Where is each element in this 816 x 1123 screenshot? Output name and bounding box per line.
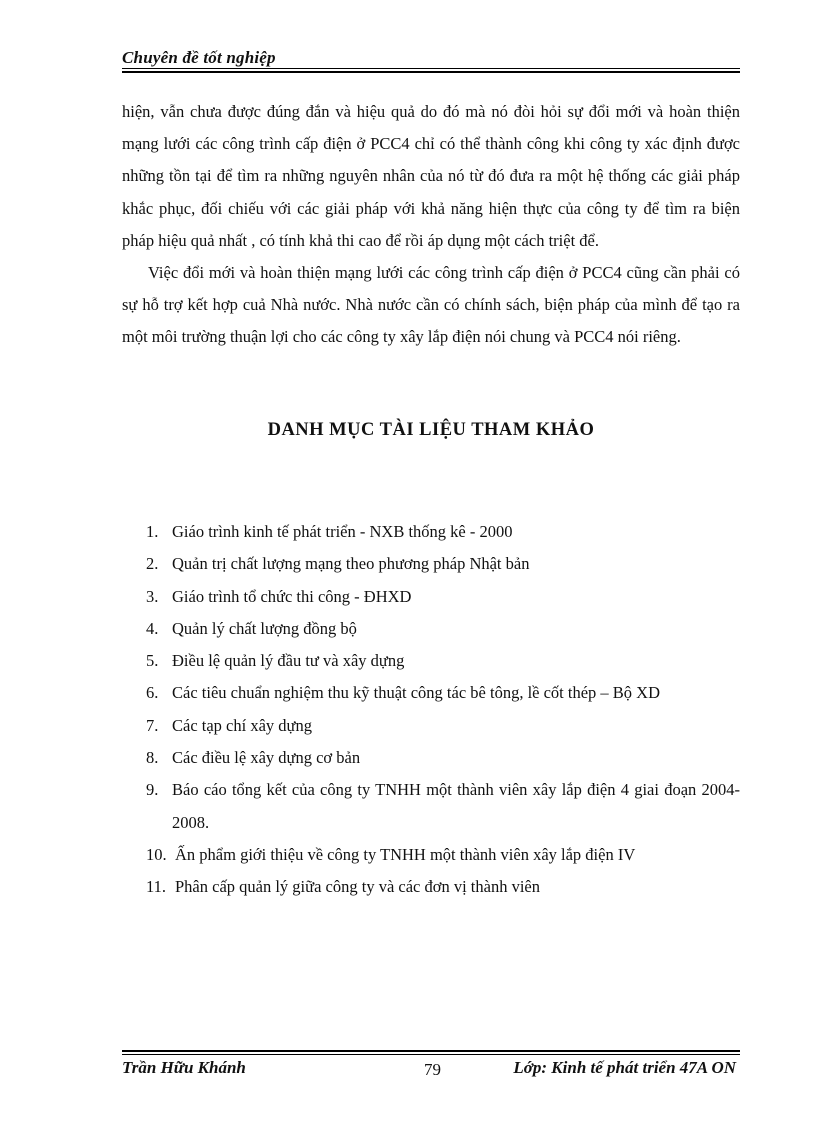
header-title: Chuyên đề tốt nghiệp (122, 48, 276, 67)
reference-text: Các tạp chí xây dựng (172, 715, 312, 735)
reference-text: Điều lệ quản lý đầu tư và xây dựng (172, 651, 405, 671)
reference-text: Giáo trình kinh tế phát triển - NXB thống kê - 2000 (172, 522, 513, 541)
reference-number: 1. (146, 522, 159, 541)
reference-item (146, 839, 740, 871)
reference-number: 2. (146, 554, 159, 574)
reference-number: 4. (146, 618, 159, 638)
header-divider-thick (122, 71, 740, 73)
reference-number: 7. (146, 715, 159, 735)
footer-class-info: Lớp: Kinh tế phát triển 47A ON (513, 1058, 736, 1077)
reference-text: Báo cáo tổng kết của công ty TNHH một thành viên xây lắp điện 4 giai đoạn 2004-2008. (172, 780, 740, 832)
reference-number: 6. (146, 683, 159, 703)
reference-number: 11. (146, 877, 167, 897)
footer-divider-thick (122, 1050, 740, 1052)
page-footer (122, 1050, 740, 1080)
page-number: 79 (424, 1060, 441, 1079)
reference-item (146, 871, 740, 903)
body-paragraph-2: Việc đổi mới và hoàn thiện mạng lưới các công trình cấp điện ở PCC4 cũng cần phải có sự hỗ trợ kết hợp cuả Nhà nước. Nhà nước cần có chính sách, biện pháp của mình để tạo ra một môi trường thuận lợi cho các công ty xây lắp điện nói chung và PCC4 nói riêng. (122, 263, 740, 347)
reference-text: Các điều lệ xây dựng cơ bản (172, 748, 361, 768)
reference-item (146, 581, 740, 613)
reference-number: 3. (146, 586, 159, 606)
reference-number: 9. (146, 780, 159, 800)
body-text (122, 96, 740, 354)
reference-item (146, 645, 740, 677)
body-paragraph-1: hiện, vẫn chưa được đúng đắn và hiệu quả do đó mà nó đòi hỏi sự đổi mới và hoàn thiện mạng lưới các công trình cấp điện ở PCC4 chỉ có thể thành công khi công ty xác định được những tồn tại để tìm ra những nguyên nhân của nó từ đó đưa ra một hệ thống các giải pháp khắc phục, đối chiếu với các giải pháp với khả năng hiện thực của công ty để tìm ra biện pháp hiệu quả nhất , có tính khả thi cao để rồi áp dụng một cách triệt để. (122, 102, 740, 250)
reference-text: Phân cấp quản lý giữa công ty và các đơn vị thành viên (175, 877, 540, 897)
reference-item (146, 613, 740, 645)
reference-list (146, 516, 740, 904)
reference-item (146, 774, 740, 839)
reference-text: Các tiêu chuẩn nghiệm thu kỹ thuật công tác bê tông, lề cốt thép – Bộ XD (172, 683, 661, 703)
reference-number: 8. (146, 748, 159, 768)
reference-item (146, 677, 740, 709)
footer-author: Trần Hữu Khánh (122, 1058, 246, 1077)
reference-item (146, 516, 740, 548)
footer-divider (122, 1054, 740, 1055)
page-header (122, 48, 740, 70)
reference-text: Ấn phẩm giới thiệu về công ty TNHH một thành viên xây lắp điện IV (175, 844, 636, 864)
reference-item (146, 742, 740, 774)
reference-item (146, 548, 740, 580)
reference-text: Quản trị chất lượng mạng theo phương pháp Nhật bản (172, 554, 530, 574)
reference-item (146, 710, 740, 742)
reference-text: Quản lý chất lượng đồng bộ (172, 618, 357, 638)
header-divider (122, 68, 740, 69)
reference-number: 10. (146, 844, 167, 864)
reference-number: 5. (146, 651, 159, 671)
reference-text: Giáo trình tổ chức thi công - ĐHXD (172, 586, 412, 606)
references-title: DANH MỤC TÀI LIỆU THAM KHẢO (267, 420, 595, 440)
